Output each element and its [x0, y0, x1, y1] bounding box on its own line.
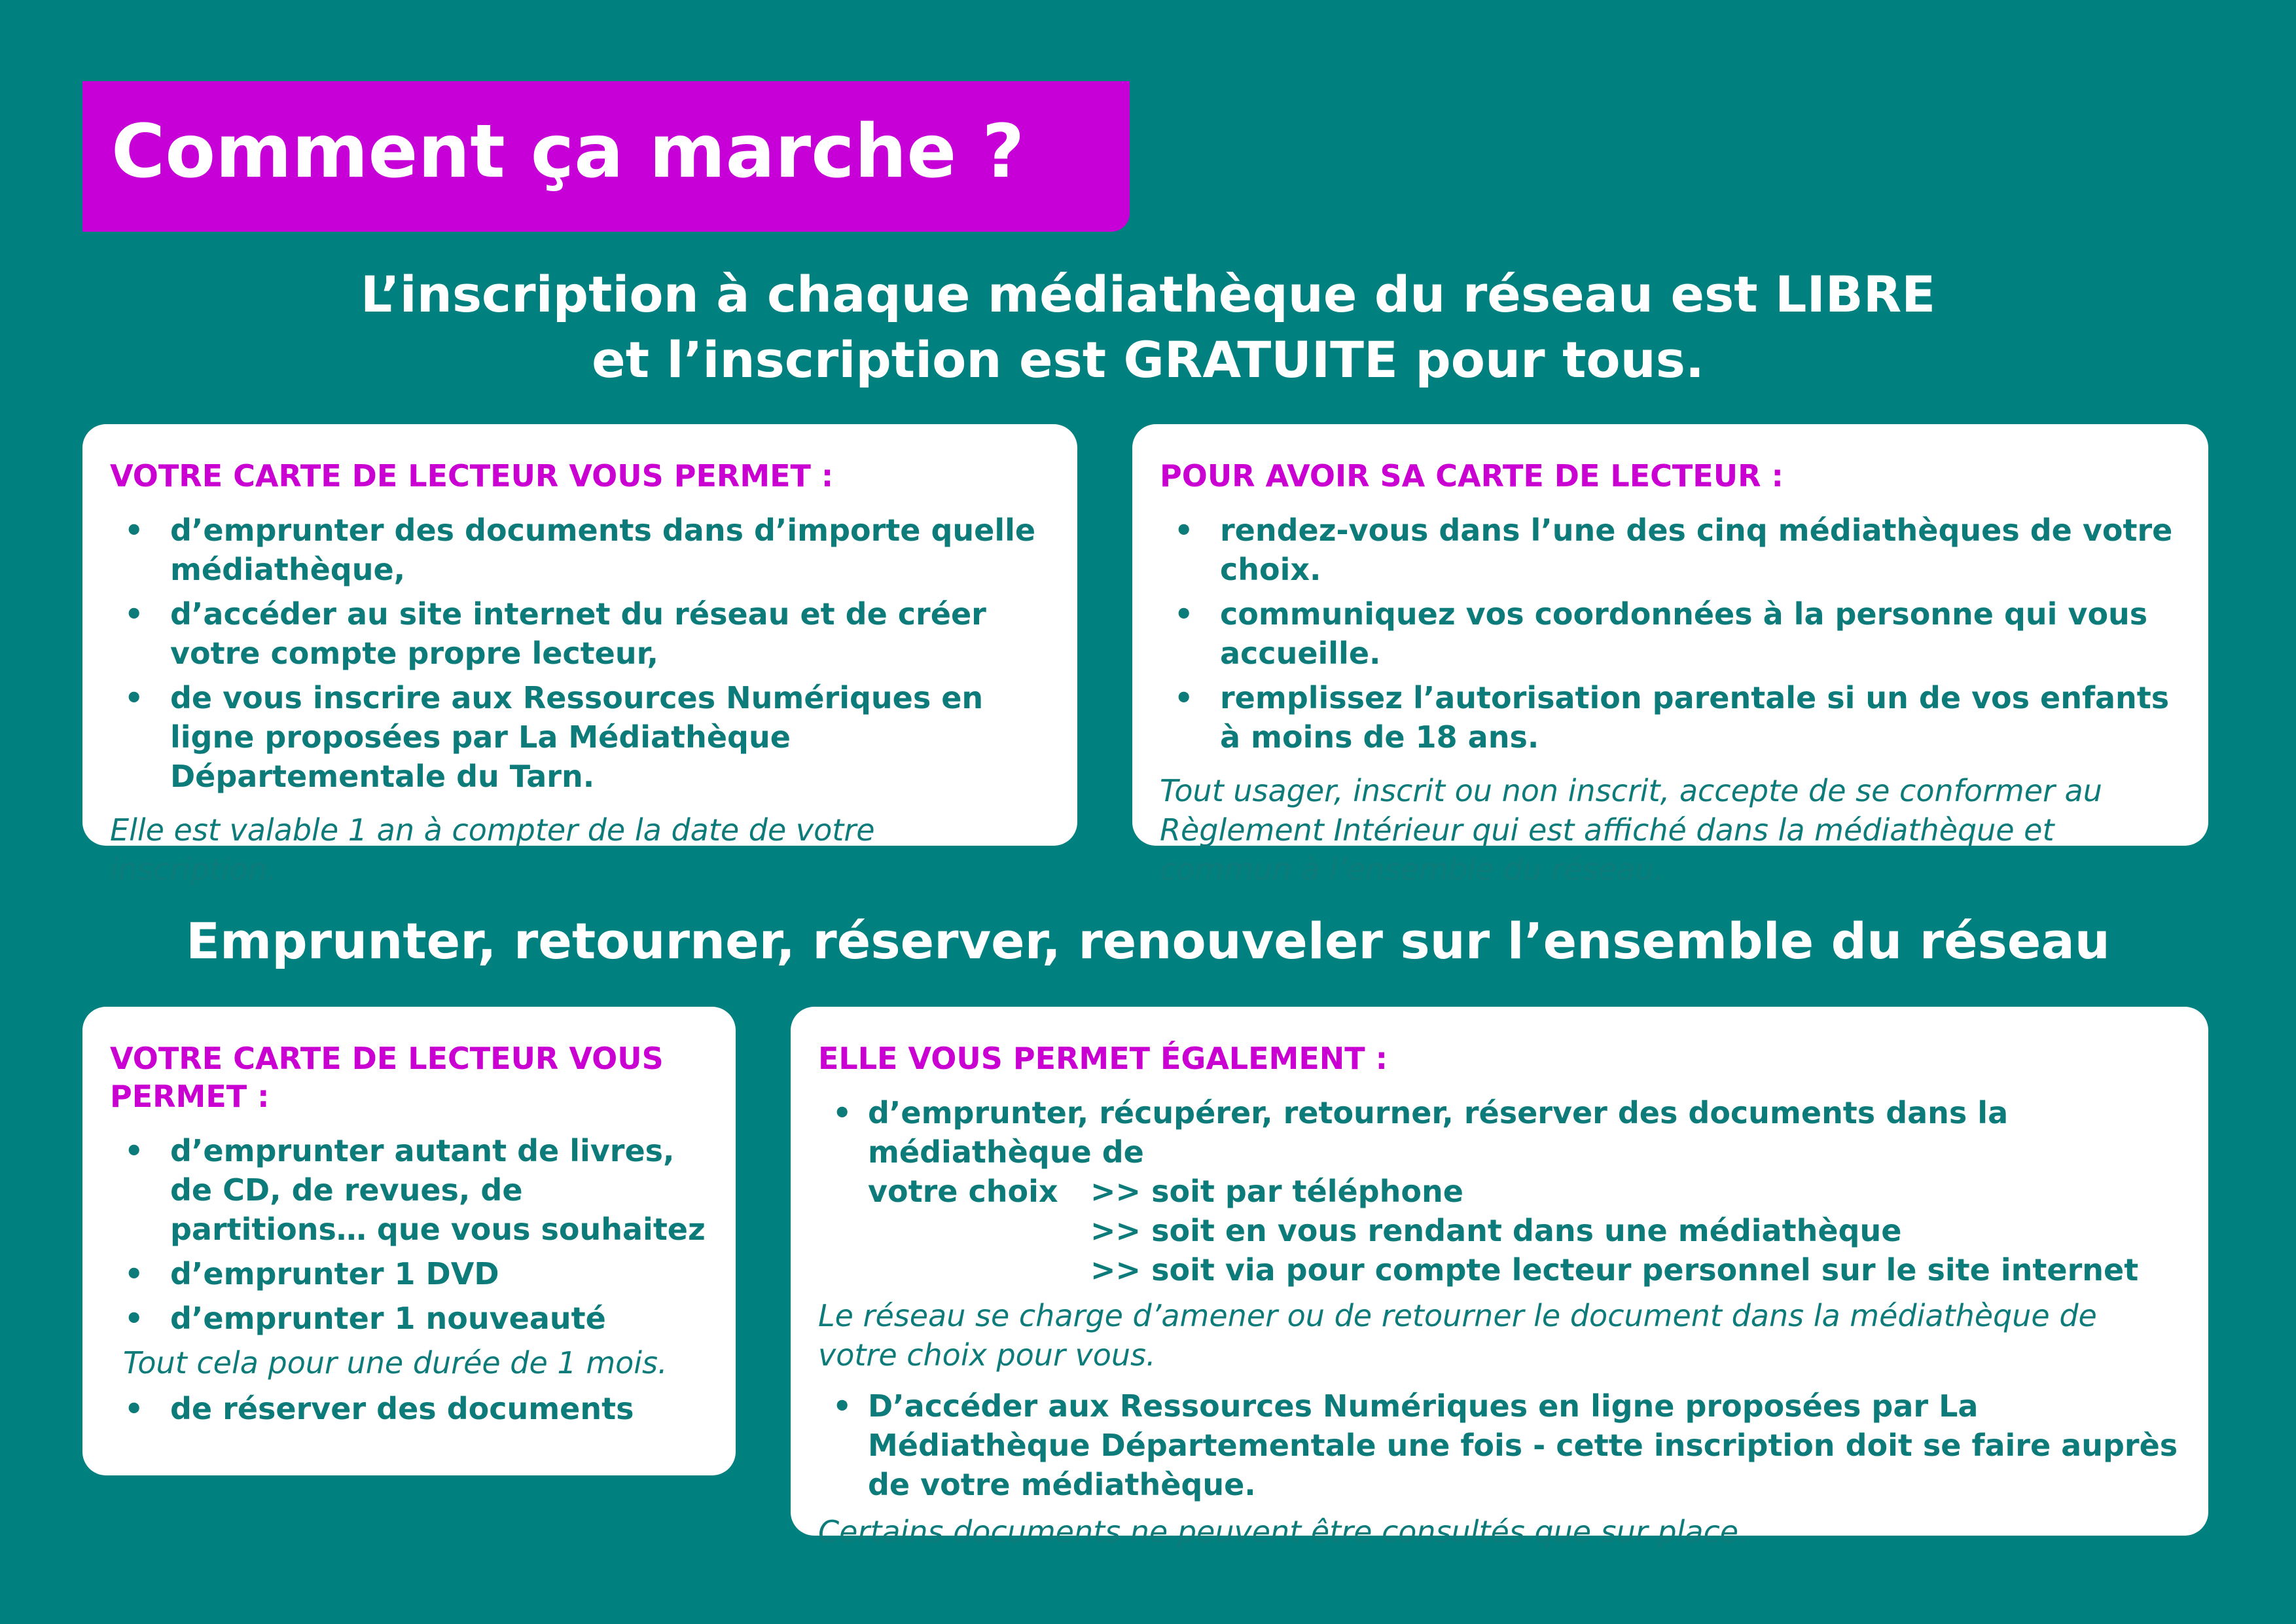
list-item: • de vous inscrire aux Ressources Numériques en ligne proposées par La Médiathèque Départementale du Tarn.	[110, 678, 1049, 796]
bullet-icon: •	[833, 1095, 852, 1130]
card-note: Tout cela pour une durée de 1 mois.	[123, 1345, 668, 1380]
list-item: • rendez-vous dans l’une des cinq médiathèques de votre choix.	[1160, 511, 2179, 589]
option-row: >> soit en vous rendant dans une médiathèque	[1090, 1213, 1902, 1248]
card-heading: ELLE VOUS PERMET ÉGALEMENT :	[818, 1041, 1388, 1076]
list-item: • d’emprunter 1 DVD	[110, 1254, 707, 1293]
bullet-icon: •	[124, 1256, 144, 1291]
card-list	[818, 1386, 2179, 1504]
bullet-icon: •	[124, 1391, 144, 1426]
bullet-icon: •	[1174, 680, 1194, 715]
card-list	[818, 1093, 2179, 1290]
card-note: Elle est valable 1 an à compter de la date de votre inscription.	[110, 812, 875, 887]
card-list	[110, 1389, 707, 1428]
list-item: • remplissez l’autorisation parentale si un de vos enfants à moins de 18 ans.	[1160, 678, 2179, 757]
card-heading: VOTRE CARTE DE LECTEUR VOUS PERMET :	[110, 458, 834, 494]
bullet-icon: •	[1174, 596, 1194, 632]
list-item: • D’accéder aux Ressources Numériques en ligne proposées par La Médiathèque Départementale une fois - cette inscription doit se faire auprès de votre médiathèque.	[818, 1386, 2179, 1504]
bullet-icon: •	[833, 1388, 852, 1424]
bullet-icon: •	[124, 1301, 144, 1336]
card-list	[1160, 511, 2179, 757]
option-row: votre choix >> soit par téléphone	[868, 1174, 1463, 1209]
card-carte-permet	[82, 424, 1077, 887]
card-list	[110, 1131, 707, 1338]
title-banner	[82, 81, 1130, 232]
card-heading: POUR AVOIR SA CARTE DE LECTEUR :	[1160, 458, 1784, 494]
list-item: • communiquez vos coordonnées à la personne qui vous accueille.	[1160, 594, 2179, 673]
card-heading: VOTRE CARTE DE LECTEUR VOUS PERMET :	[110, 1041, 664, 1114]
card-permet-egalement	[791, 1007, 2208, 1549]
card-note: Le réseau se charge d’amener ou de retourner le document dans la médiathèque de votre choix pour vous.	[818, 1298, 2097, 1373]
page-title: Comment ça marche ?	[111, 109, 1025, 194]
card-emprunts	[82, 1007, 736, 1475]
list-item: • d’emprunter des documents dans d’importe quelle médiathèque,	[110, 511, 1049, 589]
card-note: Tout usager, inscrit ou non inscrit, accepte de se conformer au Règlement Intérieur qui est affiché dans la médiathèque et commun à l’ensemble du réseau.	[1160, 773, 2102, 887]
card-obtenir-carte	[1132, 424, 2208, 887]
option-row: >> soit via pour compte lecteur personnel sur le site internet	[1090, 1252, 2139, 1288]
card-note: Certains documents ne peuvent être consultés que sur place.	[818, 1514, 1748, 1549]
intro-line-1: L’inscription à chaque médiathèque du réseau est LIBRE	[360, 265, 1936, 323]
section-2-title: Emprunter, retourner, réserver, renouveler sur l’ensemble du réseau	[186, 912, 2110, 970]
bullet-icon: •	[124, 596, 144, 632]
bullet-icon: •	[124, 680, 144, 715]
bullet-icon: •	[124, 513, 144, 548]
bullet-icon: •	[124, 1133, 144, 1168]
bullet-icon: •	[1174, 513, 1194, 548]
list-item: • d’emprunter 1 nouveauté	[110, 1299, 707, 1338]
card-list	[110, 511, 1049, 796]
list-item: • d’accéder au site internet du réseau et de créer votre compte propre lecteur,	[110, 594, 1049, 673]
list-item: • de réserver des documents	[110, 1389, 707, 1428]
list-item: • d’emprunter autant de livres, de CD, de revues, de partitions… que vous souhaitez	[110, 1131, 707, 1249]
list-item: • d’emprunter, récupérer, retourner, réserver des documents dans la médiathèque de votre choix >> soit par téléphone >> soit en vous rendant dans une médiathèque >> soit via pour compte lecteur personnel sur le site internet	[818, 1093, 2179, 1290]
intro-line-2: et l’inscription est GRATUITE pour tous.	[592, 331, 1704, 389]
